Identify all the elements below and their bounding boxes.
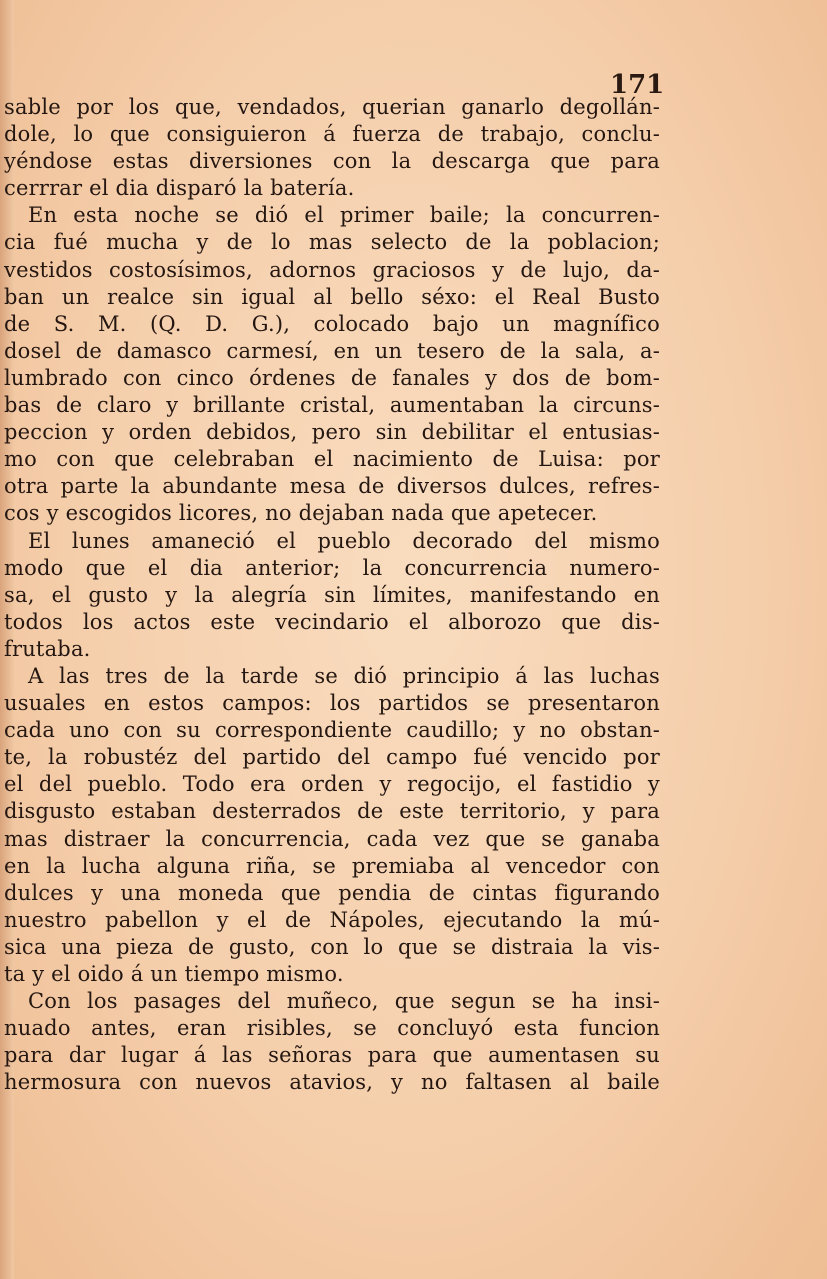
text-line: El lunes amaneció el pueblo decorado del mismo bbox=[28, 528, 660, 553]
text-line: dole, lo que consiguieron á fuerza de trabajo, conclu- bbox=[4, 122, 660, 147]
text-line: usuales en estos campos: los partidos se presentaron bbox=[4, 691, 660, 716]
text-line: sable por los que, vendados, querian ganarlo degollán- bbox=[4, 95, 660, 119]
text-line: lumbrado con cinco órdenes de fanales y dos de bom- bbox=[4, 365, 660, 390]
text-line: mas distraer la concurrencia, cada vez que se ganaba bbox=[4, 826, 660, 851]
text-line: nuado antes, eran risibles, se concluyó esta funcion bbox=[4, 1016, 660, 1041]
text-line: ban un realce sin igual al bello séxo: el Real Busto bbox=[4, 284, 660, 309]
page-number: 171 bbox=[610, 70, 665, 100]
text-line: frutaba. bbox=[4, 636, 91, 661]
text-line: de S. M. (Q. D. G.), colocado bajo un magnífico bbox=[4, 311, 660, 336]
text-line: otra parte la abundante mesa de diversos dulces, refres- bbox=[4, 474, 660, 499]
text-line: cos y escogidos licores, no dejaban nada que apetecer. bbox=[4, 501, 598, 526]
text-line: cada uno con su correspondiente caudillo; y no obstan- bbox=[4, 718, 660, 743]
text-line: disgusto estaban desterrados de este territorio, y para bbox=[4, 799, 660, 824]
text-line: yéndose estas diversiones con la descarga que para bbox=[4, 149, 660, 174]
body-text bbox=[4, 94, 660, 1096]
text-line: Con los pasages del muñeco, que segun se ha insi- bbox=[28, 989, 660, 1014]
text-line: bas de claro y brillante cristal, aumentaban la circuns- bbox=[4, 393, 660, 418]
text-line: cerrrar el dia disparó la batería. bbox=[4, 176, 355, 201]
text-line: En esta noche se dió el primer baile; la concurren- bbox=[28, 203, 660, 228]
text-line: todos los actos este vecindario el alborozo que dis- bbox=[4, 609, 660, 634]
text-line: el del pueblo. Todo era orden y regocijo, el fastidio y bbox=[4, 772, 660, 797]
text-line: modo que el dia anterior; la concurrencia numero- bbox=[4, 555, 660, 580]
text-line: nuestro pabellon y el de Nápoles, ejecutando la mú- bbox=[4, 907, 660, 932]
text-line: ta y el oido á un tiempo mismo. bbox=[4, 962, 344, 986]
text-line: dosel de damasco carmesí, en un tesero de la sala, a- bbox=[4, 338, 660, 363]
text-line: hermosura con nuevos atavios, y no faltasen al baile bbox=[4, 1070, 660, 1095]
text-line: A las tres de la tarde se dió principio á las luchas bbox=[28, 663, 660, 688]
text-line: para dar lugar á las señoras para que aumentasen su bbox=[4, 1043, 660, 1068]
text-line: te, la robustéz del partido del campo fué vencido por bbox=[4, 745, 660, 770]
text-line: sica una pieza de gusto, con lo que se distraia la vis- bbox=[4, 934, 660, 959]
text-line: en la lucha alguna riña, se premiaba al vencedor con bbox=[4, 853, 660, 878]
text-line: cia fué mucha y de lo mas selecto de la poblacion; bbox=[4, 230, 660, 255]
text-line: vestidos costosísimos, adornos graciosos y de lujo, da- bbox=[4, 257, 660, 282]
text-line: peccion y orden debidos, pero sin debilitar el entusias- bbox=[4, 420, 660, 445]
text-line: mo con que celebraban el nacimiento de Luisa: por bbox=[4, 447, 660, 472]
text-line: dulces y una moneda que pendia de cintas figurando bbox=[4, 880, 660, 905]
text-line: sa, el gusto y la alegría sin límites, manifestando en bbox=[4, 582, 660, 607]
